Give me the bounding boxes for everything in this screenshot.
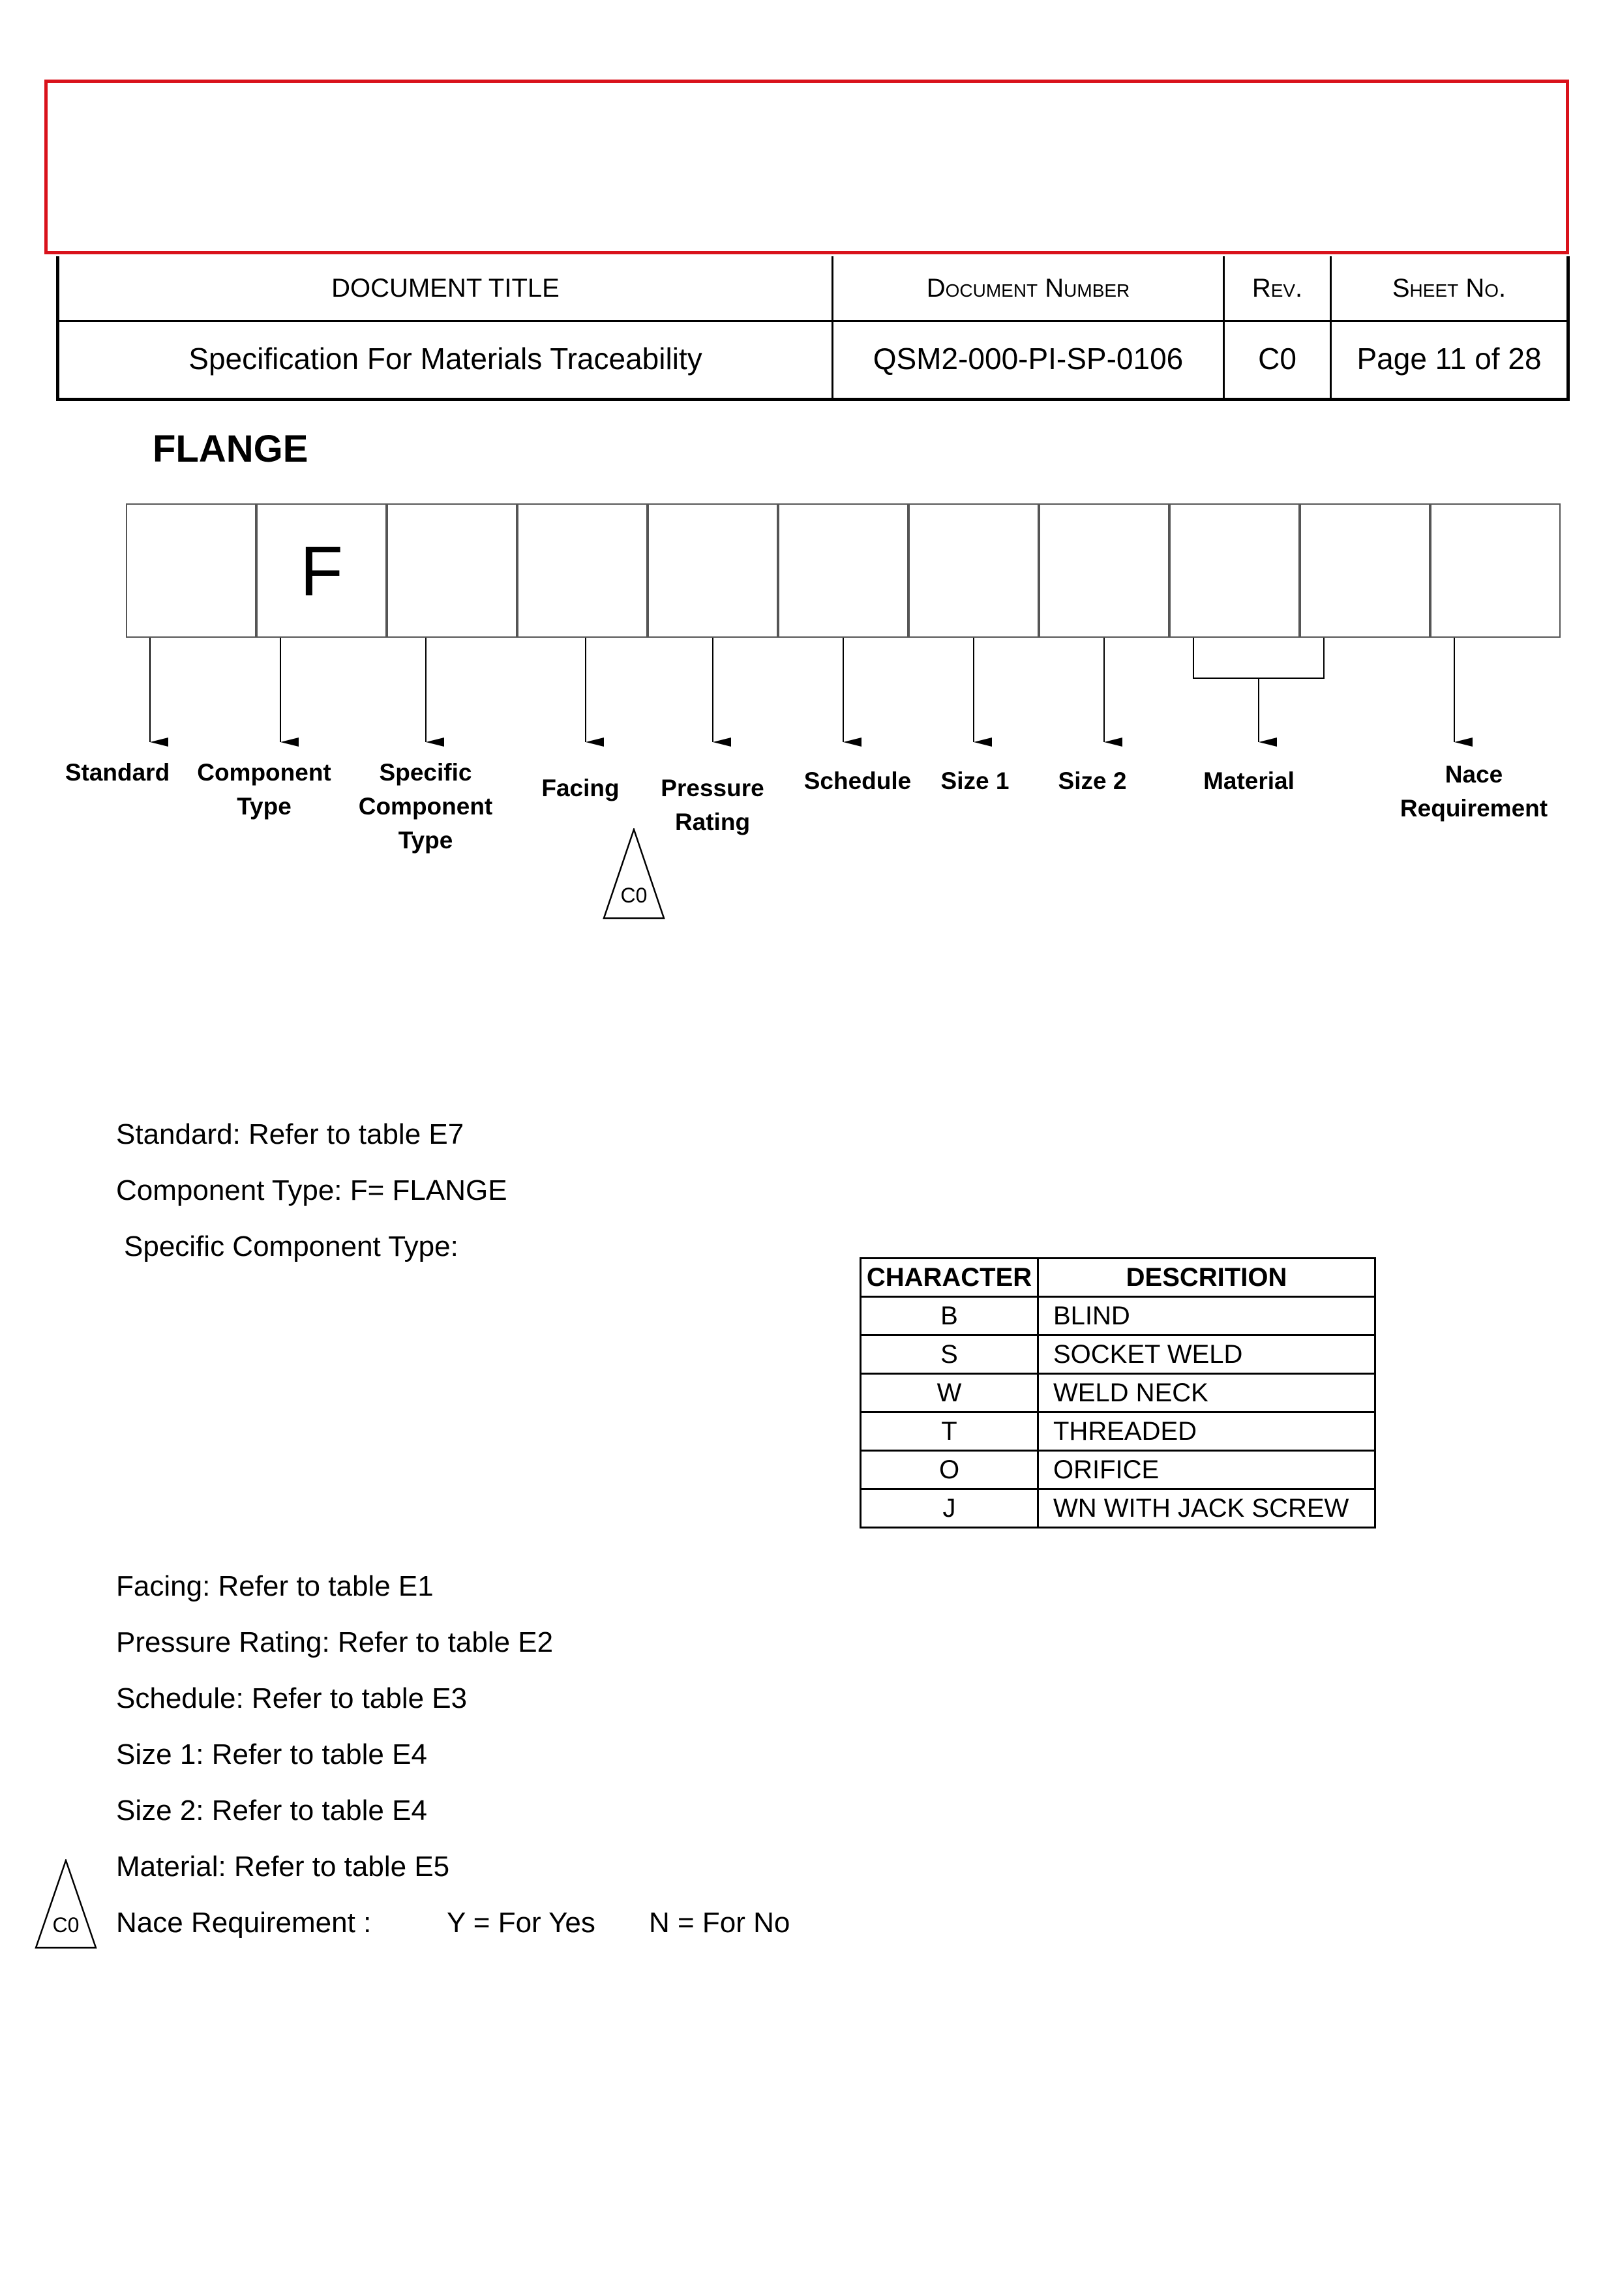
- table-header-row: [861, 1259, 1375, 1297]
- table-row: [861, 1297, 1375, 1335]
- label-size1: Size 1: [940, 768, 1010, 794]
- connector-arrows: [0, 0, 1618, 783]
- label-schedule: Schedule: [803, 768, 912, 794]
- def-nace-no: N = For No: [649, 1907, 790, 1939]
- table-cell-character: S: [861, 1335, 1038, 1374]
- label-size2: Size 2: [1058, 768, 1127, 794]
- def-pressure-rating: Pressure Rating: Refer to table E2: [116, 1626, 554, 1658]
- def-facing: Facing: Refer to table E1: [116, 1570, 434, 1602]
- def-nace-label: Nace Requirement :: [116, 1907, 372, 1939]
- material-bracket: [1193, 638, 1324, 678]
- def-nace-yes: Y = For Yes: [447, 1907, 595, 1939]
- table-row: [861, 1335, 1375, 1374]
- table-cell-description: BLIND: [1038, 1297, 1375, 1335]
- rev-value: C0: [1258, 342, 1296, 376]
- sheet-no-value: Page 11 of 28: [1356, 342, 1542, 376]
- table-cell-character: J: [861, 1489, 1038, 1528]
- revision-triangle-definitions: [35, 1859, 98, 1950]
- table-row: [861, 1451, 1375, 1489]
- label-pressure-rating: Pressure Rating: [661, 775, 764, 835]
- table-cell-description: WN WITH JACK SCREW: [1038, 1489, 1375, 1528]
- table-row: [861, 1489, 1375, 1528]
- label-facing: Facing: [541, 775, 620, 801]
- def-size2: Size 2: Refer to table E4: [116, 1795, 427, 1826]
- revision-mark-diagram: C0: [620, 884, 648, 907]
- table-header-description: DESCRITION: [1038, 1259, 1375, 1297]
- document-title-value: Specification For Materials Traceability: [188, 342, 702, 376]
- table-cell-description: SOCKET WELD: [1038, 1335, 1375, 1374]
- document-number-value: QSM2-000-PI-SP-0106: [873, 342, 1184, 376]
- revision-triangle-diagram: [603, 828, 665, 921]
- section-title: FLANGE: [153, 428, 308, 470]
- code-box-component-type: F: [256, 503, 387, 638]
- table-cell-description: WELD NECK: [1038, 1374, 1375, 1412]
- table-row: [861, 1412, 1375, 1451]
- def-standard: Standard: Refer to table E7: [116, 1118, 464, 1150]
- rev-header: Rev.: [1251, 273, 1303, 303]
- def-material: Material: Refer to table E5: [116, 1851, 450, 1883]
- revision-mark-definitions: C0: [52, 1913, 80, 1937]
- table-cell-character: B: [861, 1297, 1038, 1335]
- sheet-no-header: Sheet No.: [1392, 273, 1506, 303]
- table-cell-description: ORIFICE: [1038, 1451, 1375, 1489]
- table-cell-character: T: [861, 1412, 1038, 1451]
- def-schedule: Schedule: Refer to table E3: [116, 1682, 468, 1714]
- def-specific-component-type: Specific Component Type:: [124, 1230, 458, 1262]
- label-nace-requirement: Nace Requirement: [1400, 761, 1548, 822]
- table-cell-description: THREADED: [1038, 1412, 1375, 1451]
- specific-component-type-table: [860, 1257, 1376, 1528]
- def-size1: Size 1: Refer to table E4: [116, 1738, 427, 1770]
- document-number-header: Document Number: [926, 273, 1130, 303]
- document-title-header: DOCUMENT TITLE: [331, 273, 560, 303]
- label-material: Material: [1203, 768, 1295, 794]
- table-row: [861, 1374, 1375, 1412]
- def-component-type: Component Type: F= FLANGE: [116, 1174, 507, 1206]
- label-specific-component-type: Specific Component Type: [358, 759, 493, 854]
- table-cell-character: O: [861, 1451, 1038, 1489]
- table-cell-character: W: [861, 1374, 1038, 1412]
- label-component-type: Component Type: [197, 759, 331, 820]
- label-standard: Standard: [65, 759, 170, 786]
- table-header-character: CHARACTER: [861, 1259, 1038, 1297]
